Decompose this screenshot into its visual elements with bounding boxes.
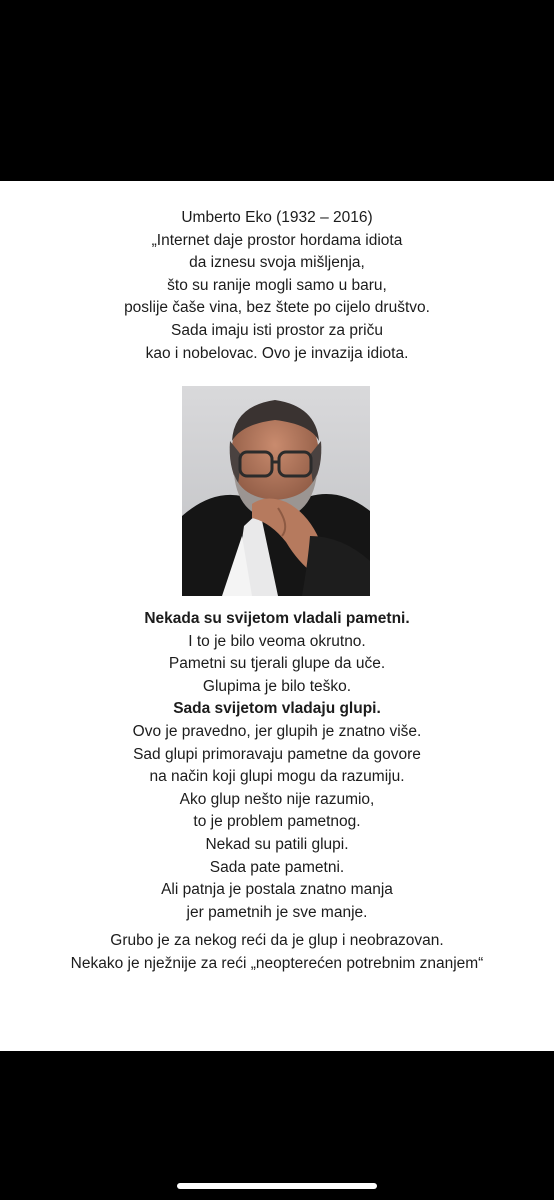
poem-line: Glupima je bilo teško. — [202, 677, 352, 695]
portrait-photo — [182, 386, 370, 596]
quote-line: kao i nobelovac. Ovo je invazija idiota. — [145, 344, 409, 362]
poem-block — [0, 608, 554, 924]
quote-line: poslije čaše vina, bez štete po cijelo društvo. — [124, 299, 430, 317]
poem-line: Ako glup nešto nije razumio, — [179, 790, 375, 808]
quote-line: što su ranije mogli samo u baru, — [167, 276, 387, 294]
poem-line: Sad glupi primoravaju pametne da govore — [133, 745, 421, 763]
poem-line: Ovo je pravedno, jer glupih je znatno više. — [132, 722, 422, 740]
poem-line: jer pametnih je sve manje. — [186, 903, 368, 921]
closing-block — [0, 930, 554, 975]
quote-line: „Internet daje prostor hordama idiota — [151, 231, 403, 249]
image-content — [0, 181, 554, 1051]
poem-line: I to je bilo veoma okrutno. — [188, 632, 366, 650]
poem-line: Ali patnja je postala znatno manja — [161, 881, 393, 899]
poem-line: na način koji glupi mogu da razumiju. — [149, 768, 405, 786]
quote-line: Umberto Eko (1932 – 2016) — [181, 209, 373, 226]
poem-line: to je problem pametnog. — [193, 813, 361, 831]
portrait-illustration — [182, 386, 370, 596]
quote-block — [0, 207, 554, 365]
home-indicator[interactable] — [177, 1183, 377, 1189]
poem-line-heading: Sada svijetom vladaju glupi. — [173, 700, 381, 718]
poem-line: Nekad su patili glupi. — [205, 835, 349, 853]
quote-line: Sada imaju isti prostor za priču — [171, 321, 383, 339]
closing-line: Grubo je za nekog reći da je glup i neobrazovan. — [110, 932, 444, 949]
closing-line: Nekako je nježnije za reći „neopterećen potrebnim znanjem“ — [70, 954, 484, 972]
quote-line: da iznesu svoja mišljenja, — [189, 254, 365, 272]
poem-line-heading: Nekada su svijetom vladali pametni. — [144, 610, 410, 627]
poem-line: Pametni su tjerali glupe da uče. — [168, 655, 386, 673]
poem-line: Sada pate pametni. — [209, 858, 345, 876]
